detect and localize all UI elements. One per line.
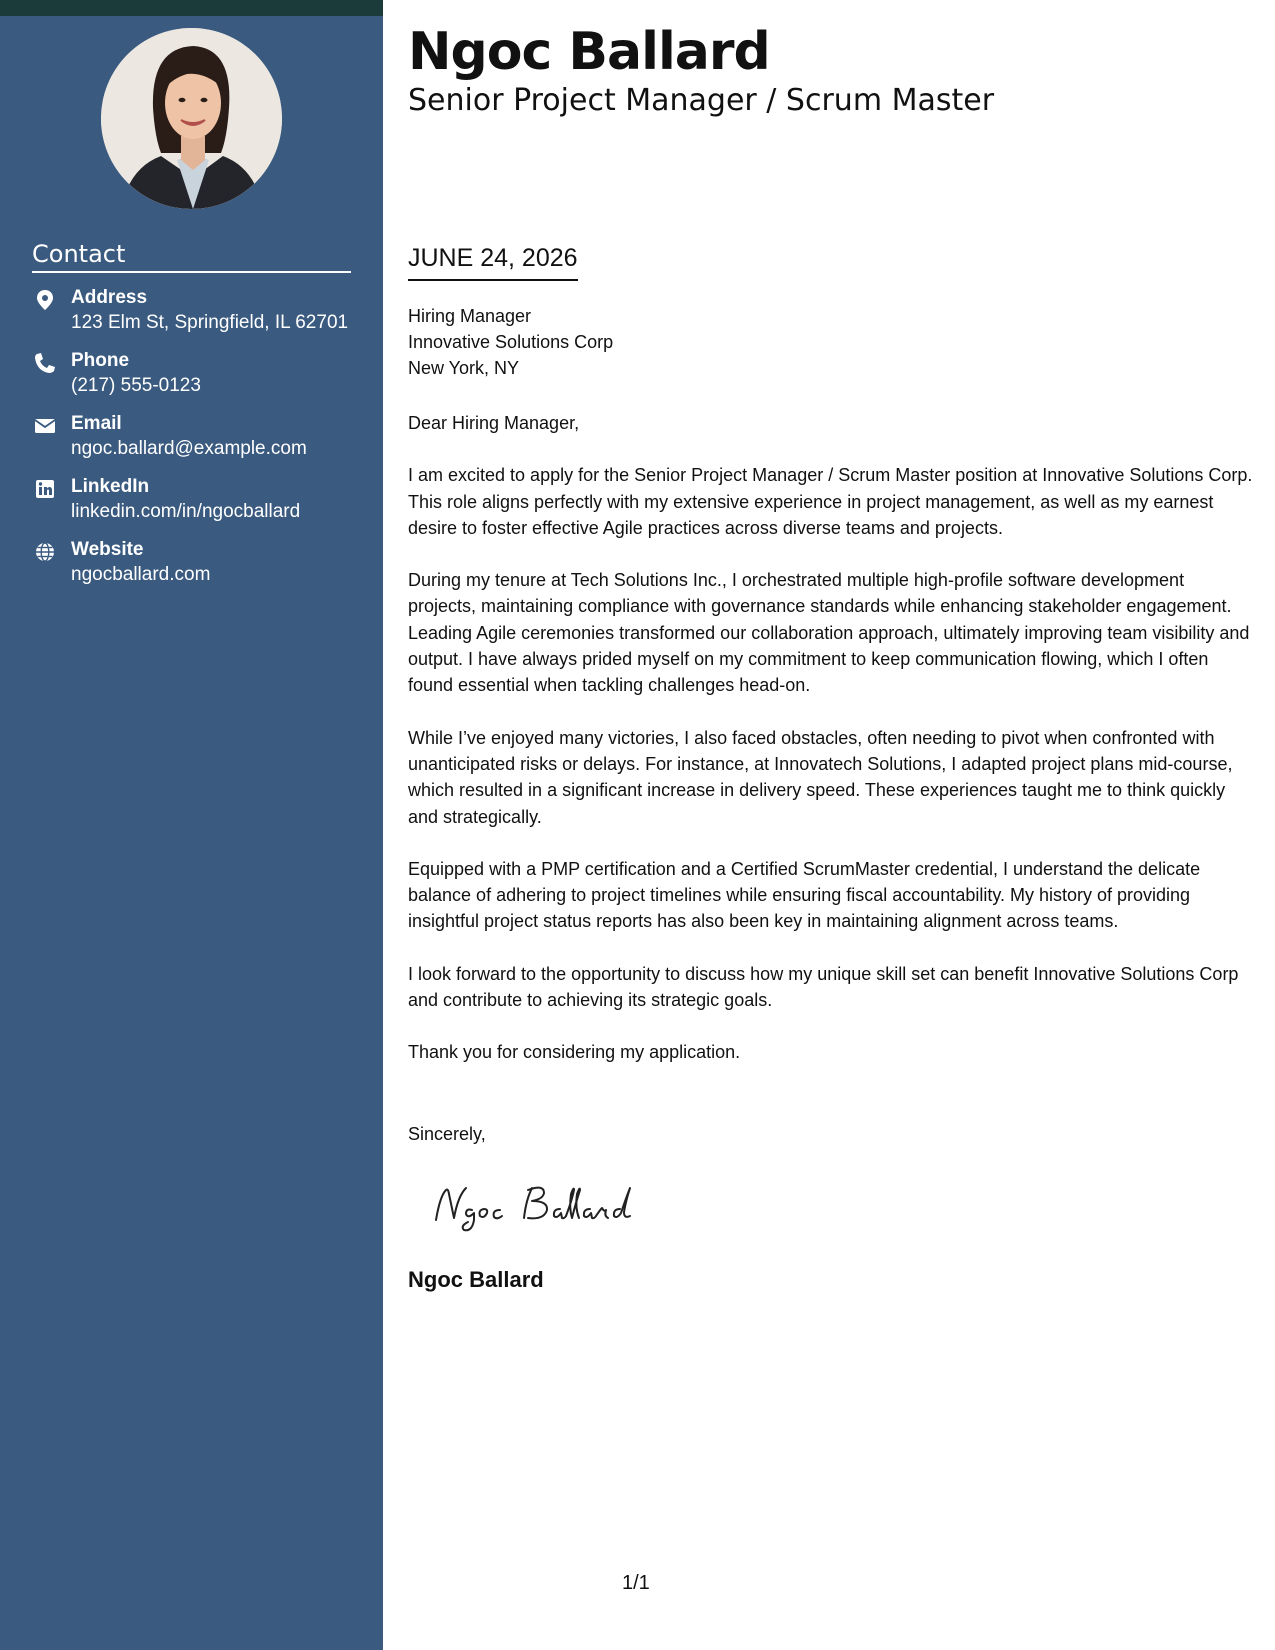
sidebar <box>0 0 383 1650</box>
body-paragraph: Equipped with a PMP certification and a Certified ScrumMaster credential, I understand the delicate balance of adhering to project timelines while ensuring fiscal accountability. My history of providing insightful project status reports has also been key in maintaining alignment across teams. <box>408 858 1201 932</box>
email-link[interactable]: ngoc.ballard@example.com <box>71 438 307 459</box>
recipient-line: Hiring Manager <box>408 306 532 326</box>
phone-icon <box>32 352 58 374</box>
recipient-line: Innovative Solutions Corp <box>408 332 614 352</box>
avatar <box>101 28 282 209</box>
map-pin-icon <box>32 289 58 311</box>
contact-divider <box>32 271 351 273</box>
applicant-name: Ngoc Ballard <box>408 22 770 82</box>
body-paragraph: I look forward to the opportunity to discuss how my unique skill set can benefit Innovative Solutions Corp and contribute to achieving its strategic goals. <box>408 963 1239 1011</box>
contact-heading: Contact <box>32 240 126 268</box>
closing: Sincerely, <box>408 1124 486 1144</box>
contact-label: Website <box>71 539 144 560</box>
address-value: 123 Elm St, Springfield, IL 62701 <box>71 312 349 333</box>
contact-label: Email <box>71 413 122 434</box>
recipient-block <box>408 303 613 381</box>
page-number: 1/1 <box>622 1572 650 1594</box>
contact-label: Address <box>71 287 148 308</box>
handwritten-signature <box>428 1176 668 1238</box>
recipient-line: New York, NY <box>408 358 520 378</box>
contact-label: LinkedIn <box>71 476 150 497</box>
phone-value[interactable]: (217) 555-0123 <box>71 375 201 396</box>
sidebar-top-bar <box>0 0 383 16</box>
letter-date: JUNE 24, 2026 <box>408 244 578 281</box>
linkedin-icon <box>32 478 58 500</box>
body-paragraph: During my tenure at Tech Solutions Inc., I orchestrated multiple high-profile software development projects, maintaining compliance with governance standards while enhancing stakeholder engagement. Leading Agile ceremonies transformed our collaboration approach, ultimately improving team visibility and output. I have always prided myself on my commitment to keep communication flowing, which I often found essential when tackling challenges head-on. <box>408 570 1250 696</box>
body-paragraph: While I’ve enjoyed many victories, I also faced obstacles, often needing to pivot when confronted with unanticipated risks or delays. For instance, at Innovatech Solutions, I adapted project plans mid-course, which resulted in a significant increase in delivery speed. These experiences taught me to think quickly and strategically. <box>408 727 1233 827</box>
signer-name: Ngoc Ballard <box>408 1267 544 1292</box>
contact-label: Phone <box>71 350 130 371</box>
salutation: Dear Hiring Manager, <box>408 413 580 433</box>
linkedin-link[interactable]: linkedin.com/in/ngocballard <box>71 501 301 522</box>
letter-body <box>408 410 1253 1092</box>
website-link[interactable]: ngocballard.com <box>71 564 211 585</box>
applicant-role: Senior Project Manager / Scrum Master <box>408 83 995 118</box>
envelope-icon <box>32 415 58 437</box>
globe-icon <box>32 541 58 563</box>
body-paragraph: Thank you for considering my application. <box>408 1042 741 1063</box>
body-paragraph: I am excited to apply for the Senior Project Manager / Scrum Master position at Innovative Solutions Corp. This role aligns perfectly with my extensive experience in project management, as well as my earnest desire to foster effective Agile practices across diverse teams and projects. <box>408 465 1253 538</box>
